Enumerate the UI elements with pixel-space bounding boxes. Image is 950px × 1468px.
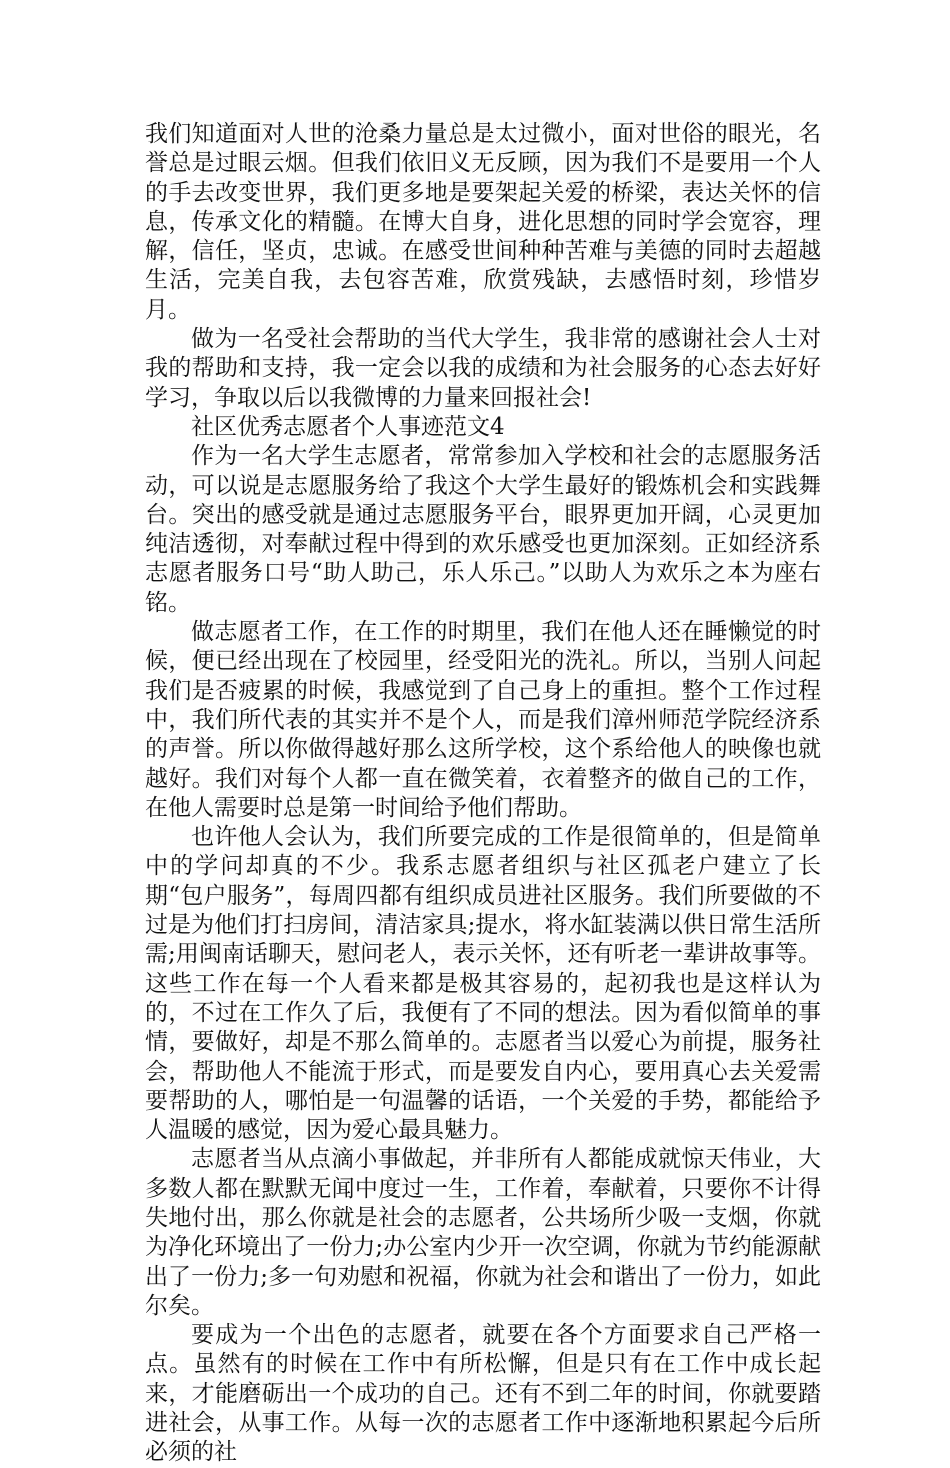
paragraph: 作为一名大学生志愿者，常常参加入学校和社会的志愿服务活动，可以说是志愿服务给了我这个大学生最好的锻炼机会和实践舞台。突出的感受就是通过志愿服务平台，眼界更加开阔，心灵更加纯洁透彻，对奉献过程中得到的欢乐感受也更加深刻。正如经济系志愿者服务口号“助人助己，乐人乐己。”以助人为欢乐之本为座右铭。	[145, 443, 821, 616]
paragraph: 做志愿者工作，在工作的时期里，我们在他人还在睡懒觉的时候，便已经出现在了校园里，经受阳光的洗礼。所以，当别人问起我们是否疲累的时候，我感觉到了自己身上的重担。整个工作过程中，我们所代表的其实并不是个人，而是我们漳州师范学院经济系的声誉。所以你做得越好那么这所学校，这个系给他人的映像也就越好。我们对每个人都一直在微笑着，衣着整齐的做自己的工作，在他人需要时总是第一时间给予他们帮助。	[145, 619, 821, 821]
document-page	[145, 120, 821, 1468]
paragraph: 要成为一个出色的志愿者，就要在各个方面要求自己严格一点。虽然有的时候在工作中有所松懈，但是只有在工作中成长起来，才能磨砺出一个成功的自己。还有不到二年的时间，你就要踏进社会，从事工作。从每一次的志愿者工作中逐渐地积累起今后所必须的社	[145, 1322, 821, 1466]
paragraph: 做为一名受社会帮助的当代大学生，我非常的感谢社会人士对我的帮助和支持，我一定会以我的成绩和为社会服务的心态去好好学习，争取以后以我微博的力量来回报社会!	[145, 326, 821, 411]
section-heading: 社区优秀志愿者个人事迹范文4	[191, 413, 505, 440]
paragraph: 志愿者当从点滴小事做起，并非所有人都能成就惊天伟业，大多数人都在默默无闻中度过一生，工作着，奉献着，只要你不计得失地付出，那么你就是社会的志愿者，公共场所少吸一支烟，你就为净化环境出了一份力;办公室内少开一次空调，你就为节约能源献出了一份力;多一句劝慰和祝福，你就为社会和谐出了一份力，如此尔矣。	[145, 1146, 821, 1319]
paragraph: 也许他人会认为，我们所要完成的工作是很简单的，但是简单中的学问却真的不少。我系志愿者组织与社区孤老户建立了长期“包户服务”，每周四都有组织成员进社区服务。我们所要做的不过是为他们打扫房间，清洁家具;提水，将水缸装满以供日常生活所需;用闽南话聊天，慰问老人，表示关怀，还有听老一辈讲故事等。这些工作在每一个人看来都是极其容易的，起初我也是这样认为的，不过在工作久了后，我便有了不同的想法。因为看似简单的事情，要做好，却是不那么简单的。志愿者当以爱心为前提，服务社会，帮助他人不能流于形式，而是要发自内心，要用真心去关爱需要帮助的人，哪怕是一句温馨的话语，一个关爱的手势，都能给予人温暖的感觉，因为爱心最具魅力。	[145, 824, 821, 1144]
paragraph: 我们知道面对人世的沧桑力量总是太过微小，面对世俗的眼光，名誉总是过眼云烟。但我们依旧义无反顾，因为我们不是要用一个人的手去改变世界，我们更多地是要架起关爱的桥梁，表达关怀的信息，传承文化的精髓。在博大自身，进化思想的同时学会宽容，理解，信任，坚贞，忠诚。在感受世间种种苦难与美德的同时去超越生活，完美自我，去包容苦难，欣赏残缺，去感悟时刻，珍惜岁月。	[145, 121, 821, 323]
